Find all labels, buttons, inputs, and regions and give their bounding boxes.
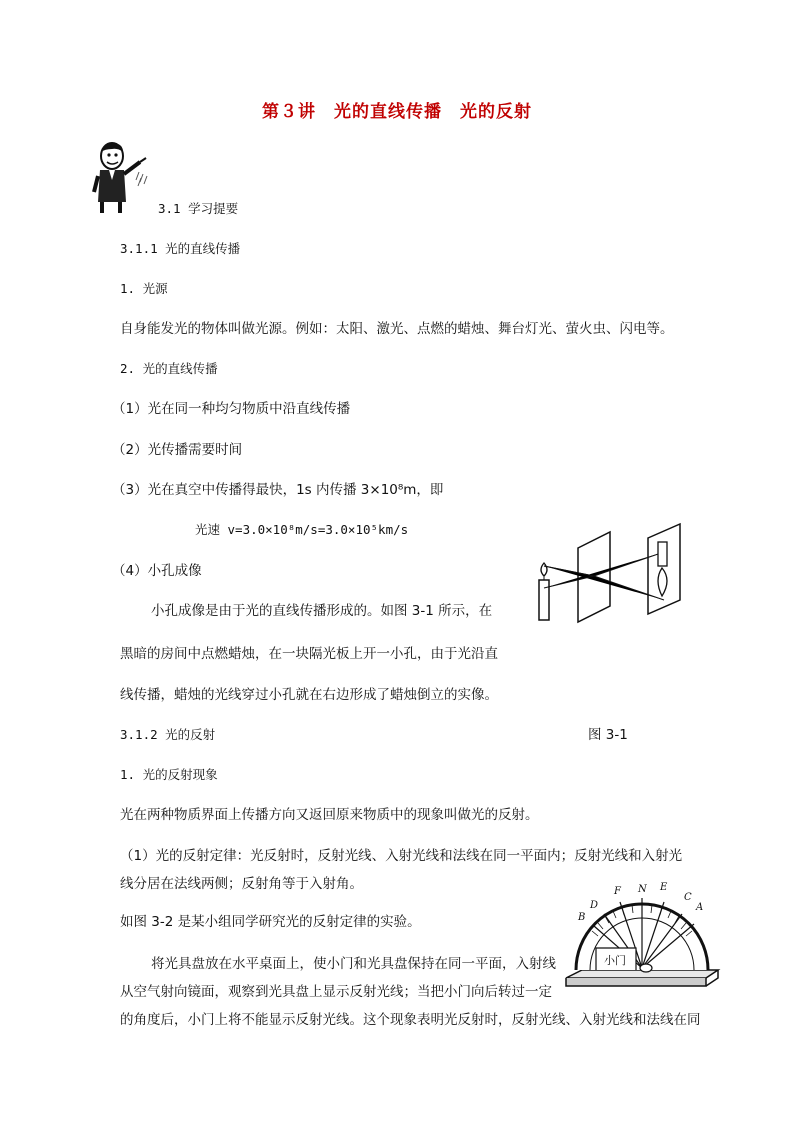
reflection-law-line-2: 线分居在法线两侧；反射角等于入射角。 bbox=[120, 876, 363, 892]
light-source-definition: 自身能发光的物体叫做光源。例如：太阳、激光、点燃的蜡烛、舞台灯光、萤火虫、闪电等。 bbox=[120, 321, 674, 337]
figure-3-1-caption: 图 3-1 bbox=[588, 727, 628, 743]
experiment-line-2: 从空气射向镜面，观察到光具盘上显示反射光线；当把小门向后转过一定 bbox=[120, 984, 552, 1000]
speed-formula: 光速 v=3.0×10⁸m/s=3.0×10⁵km/s bbox=[195, 522, 409, 537]
pinhole-paragraph-line-1: 小孔成像是由于光的直线传播形成的。如图 3-1 所示，在 bbox=[151, 603, 493, 619]
figure-3-2-door-label: 小门 bbox=[604, 954, 626, 967]
item-heading-light-source: 1. 光源 bbox=[120, 281, 168, 296]
reflection-definition: 光在两种物质界面上传播方向又返回原来物质中的现象叫做光的反射。 bbox=[120, 807, 539, 823]
point-1: （1）光在同一种均匀物质中沿直线传播 bbox=[112, 401, 351, 417]
figure-3-2-intro: 如图 3-2 是某小组同学研究光的反射定律的实验。 bbox=[120, 914, 421, 930]
section-heading-3-1: 3.1 学习提要 bbox=[158, 201, 239, 216]
figure-3-2-label-c: C bbox=[684, 892, 692, 903]
point-4: （4）小孔成像 bbox=[112, 563, 202, 579]
section-heading-3-1-1: 3.1.1 光的直线传播 bbox=[120, 241, 241, 256]
point-3: （3）光在真空中传播得最快，1s 内传播 3×10⁸m，即 bbox=[112, 482, 444, 498]
pinhole-paragraph-line-2: 黑暗的房间中点燃蜡烛，在一块隔光板上开一小孔，由于光沿直 bbox=[120, 646, 498, 662]
figure-3-2-label-e: E bbox=[660, 882, 668, 893]
page-title: 第３讲 光的直线传播 光的反射 bbox=[262, 102, 532, 122]
item-heading-straight-line: 2. 光的直线传播 bbox=[120, 361, 218, 376]
figure-3-2-label-n: N bbox=[638, 884, 647, 895]
teacher-cartoon-icon bbox=[92, 140, 152, 215]
point-2: （2）光传播需要时间 bbox=[112, 442, 243, 458]
figure-3-2-label-f: F bbox=[614, 886, 621, 897]
figure-3-2-label-d: D bbox=[590, 900, 599, 911]
figure-3-2-label-a: A bbox=[696, 902, 704, 913]
figure-3-2-optical-disk bbox=[556, 874, 728, 994]
figure-3-1-pinhole-diagram bbox=[530, 518, 700, 628]
item-heading-reflection: 1. 光的反射现象 bbox=[120, 767, 218, 782]
experiment-line-1: 将光具盘放在水平桌面上，使小门和光具盘保持在同一平面，入射线 bbox=[151, 956, 556, 972]
reflection-law-line-1: （1）光的反射定律：光反射时，反射光线、入射光线和法线在同一平面内；反射光线和入射光 bbox=[120, 848, 683, 864]
pinhole-paragraph-line-3: 线传播，蜡烛的光线穿过小孔就在右边形成了蜡烛倒立的实像。 bbox=[120, 687, 498, 703]
figure-3-2-label-b: B bbox=[578, 912, 586, 923]
experiment-line-3: 的角度后，小门上将不能显示反射光线。这个现象表明光反射时，反射光线、入射光线和法线在同 bbox=[120, 1012, 701, 1028]
section-heading-3-1-2: 3.1.2 光的反射 bbox=[120, 727, 216, 742]
